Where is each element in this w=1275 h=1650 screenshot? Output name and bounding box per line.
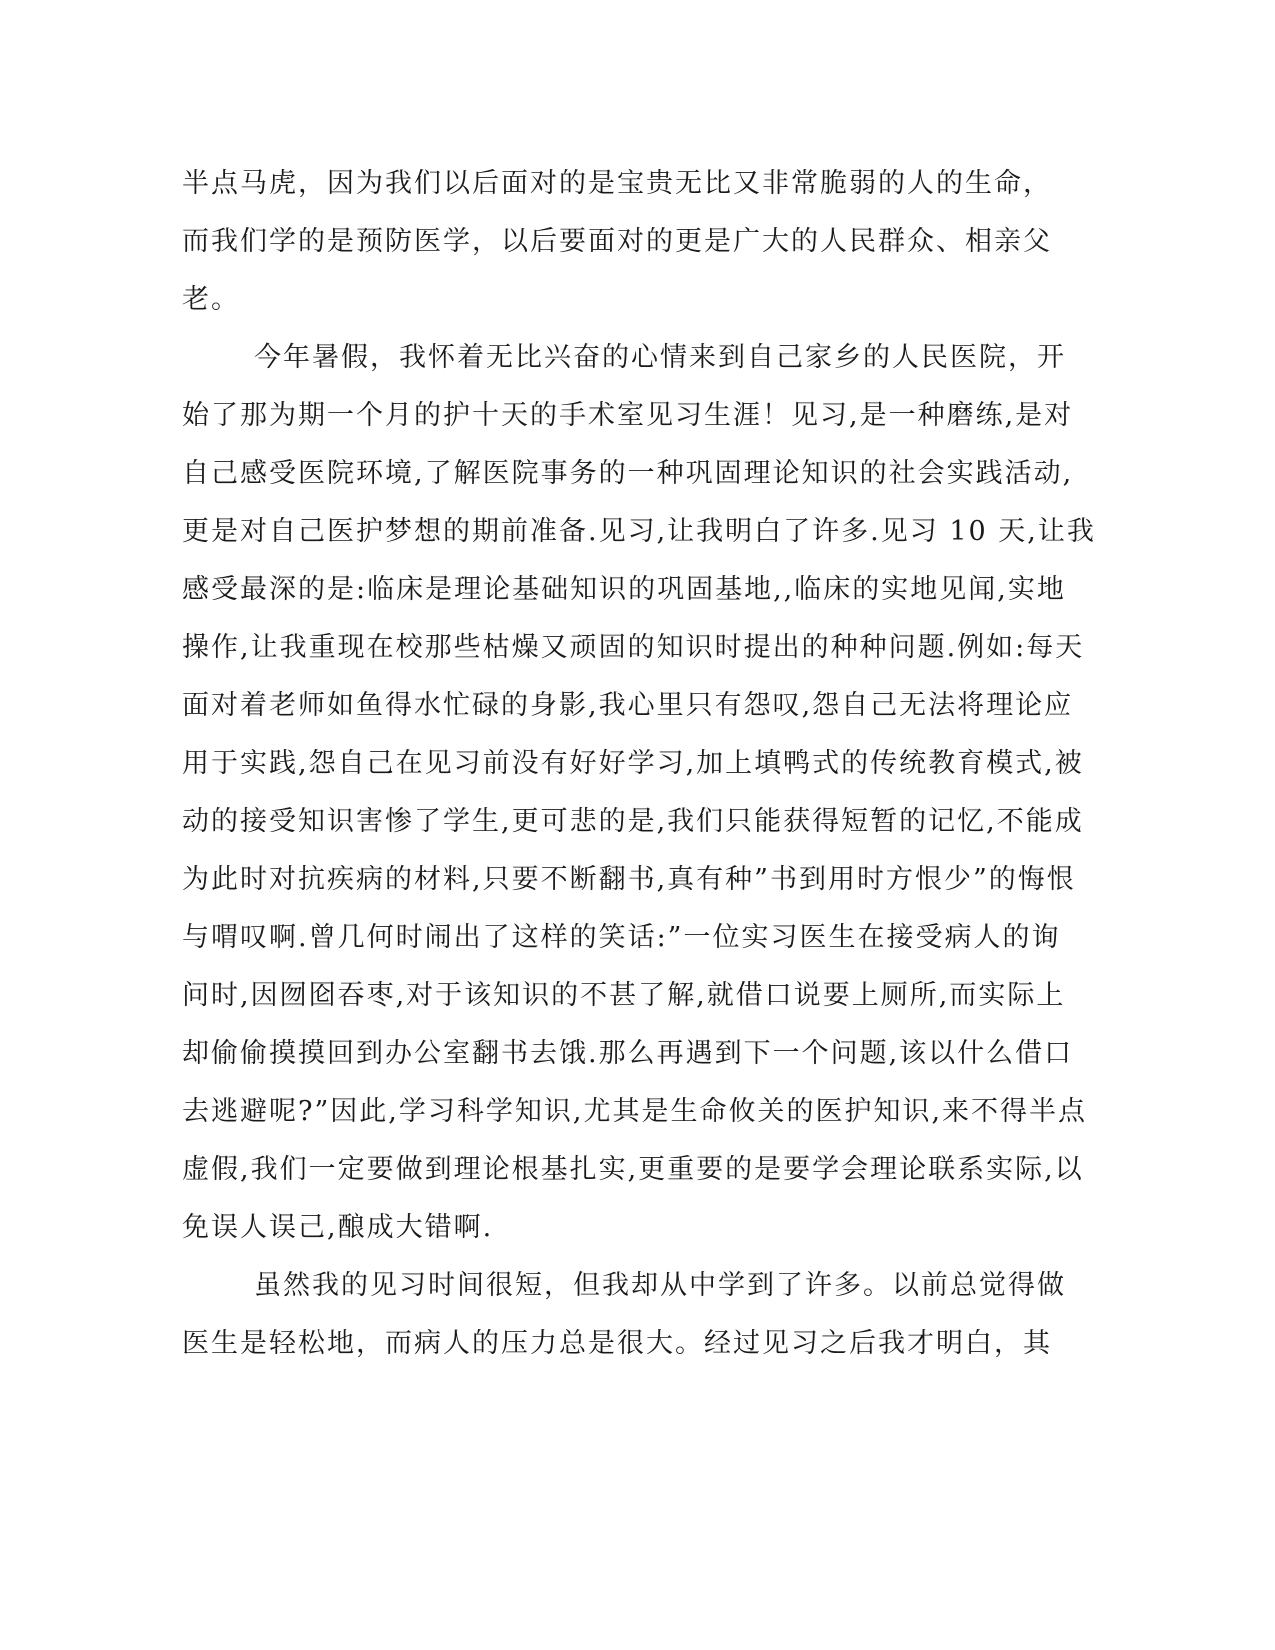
text-line-paragraph-start: 虽然我的见习时间很短，但我却从中学到了许多。以前总觉得做 bbox=[254, 1270, 1066, 1301]
text-line: 始了那为期一个月的护十天的手术室见习生涯！见习,是一种磨练,是对 bbox=[182, 400, 1074, 431]
text-line: 去逃避呢?”因此,学习科学知识,尤其是生命攸关的医护知识,来不得半点 bbox=[182, 1096, 1088, 1127]
text-line-paragraph-start: 今年暑假，我怀着无比兴奋的心情来到自己家乡的人民医院，开 bbox=[254, 342, 1066, 373]
text-line: 操作,让我重现在校那些枯燥又顽固的知识时提出的种种问题.例如:每天 bbox=[182, 632, 1085, 663]
body-text bbox=[182, 155, 1096, 1373]
text-line: 而我们学的是预防医学，以后要面对的更是广大的人民群众、相亲父 bbox=[182, 226, 1052, 257]
text-line: 却偷偷摸摸回到办公室翻书去饿.那么再遇到下一个问题,该以什么借口 bbox=[182, 1038, 1074, 1069]
text-line: 为此时对抗疾病的材料,只要不断翻书,真有种”书到用时方恨少”的悔恨 bbox=[182, 864, 1076, 895]
text-line: 与喟叹啊.曾几何时闹出了这样的笑话:”一位实习医生在接受病人的询 bbox=[182, 922, 1061, 953]
text-line: 虚假,我们一定要做到理论根基扎实,更重要的是要学会理论联系实际,以 bbox=[182, 1154, 1084, 1185]
text-line: 医生是轻松地，而病人的压力总是很大。经过见习之后我才明白，其 bbox=[182, 1328, 1052, 1359]
text-line: 老。 bbox=[182, 284, 240, 315]
text-line: 免误人误己,酿成大错啊. bbox=[182, 1212, 494, 1243]
text-line: 动的接受知识害惨了学生,更可悲的是,我们只能获得短暂的记忆,不能成 bbox=[182, 806, 1084, 837]
text-line: 感受最深的是:临床是理论基础知识的巩固基地,,临床的实地见闻,实地 bbox=[182, 574, 1066, 605]
text-line: 问时,因囫囵吞枣,对于该知识的不甚了解,就借口说要上厕所,而实际上 bbox=[182, 980, 1066, 1011]
text-line: 用于实践,怨自己在见习前没有好好学习,加上填鸭式的传统教育模式,被 bbox=[182, 748, 1084, 779]
text-line: 半点马虎，因为我们以后面对的是宝贵无比又非常脆弱的人的生命， bbox=[182, 168, 1052, 199]
text-line: 自己感受医院环境,了解医院事务的一种巩固理论知识的社会实践活动, bbox=[182, 458, 1074, 489]
text-line: 更是对自己医护梦想的期前准备.见习,让我明白了许多.见习 10 天,让我 bbox=[182, 516, 1096, 547]
text-line: 面对着老师如鱼得水忙碌的身影,我心里只有怨叹,怨自己无法将理论应 bbox=[182, 690, 1074, 721]
